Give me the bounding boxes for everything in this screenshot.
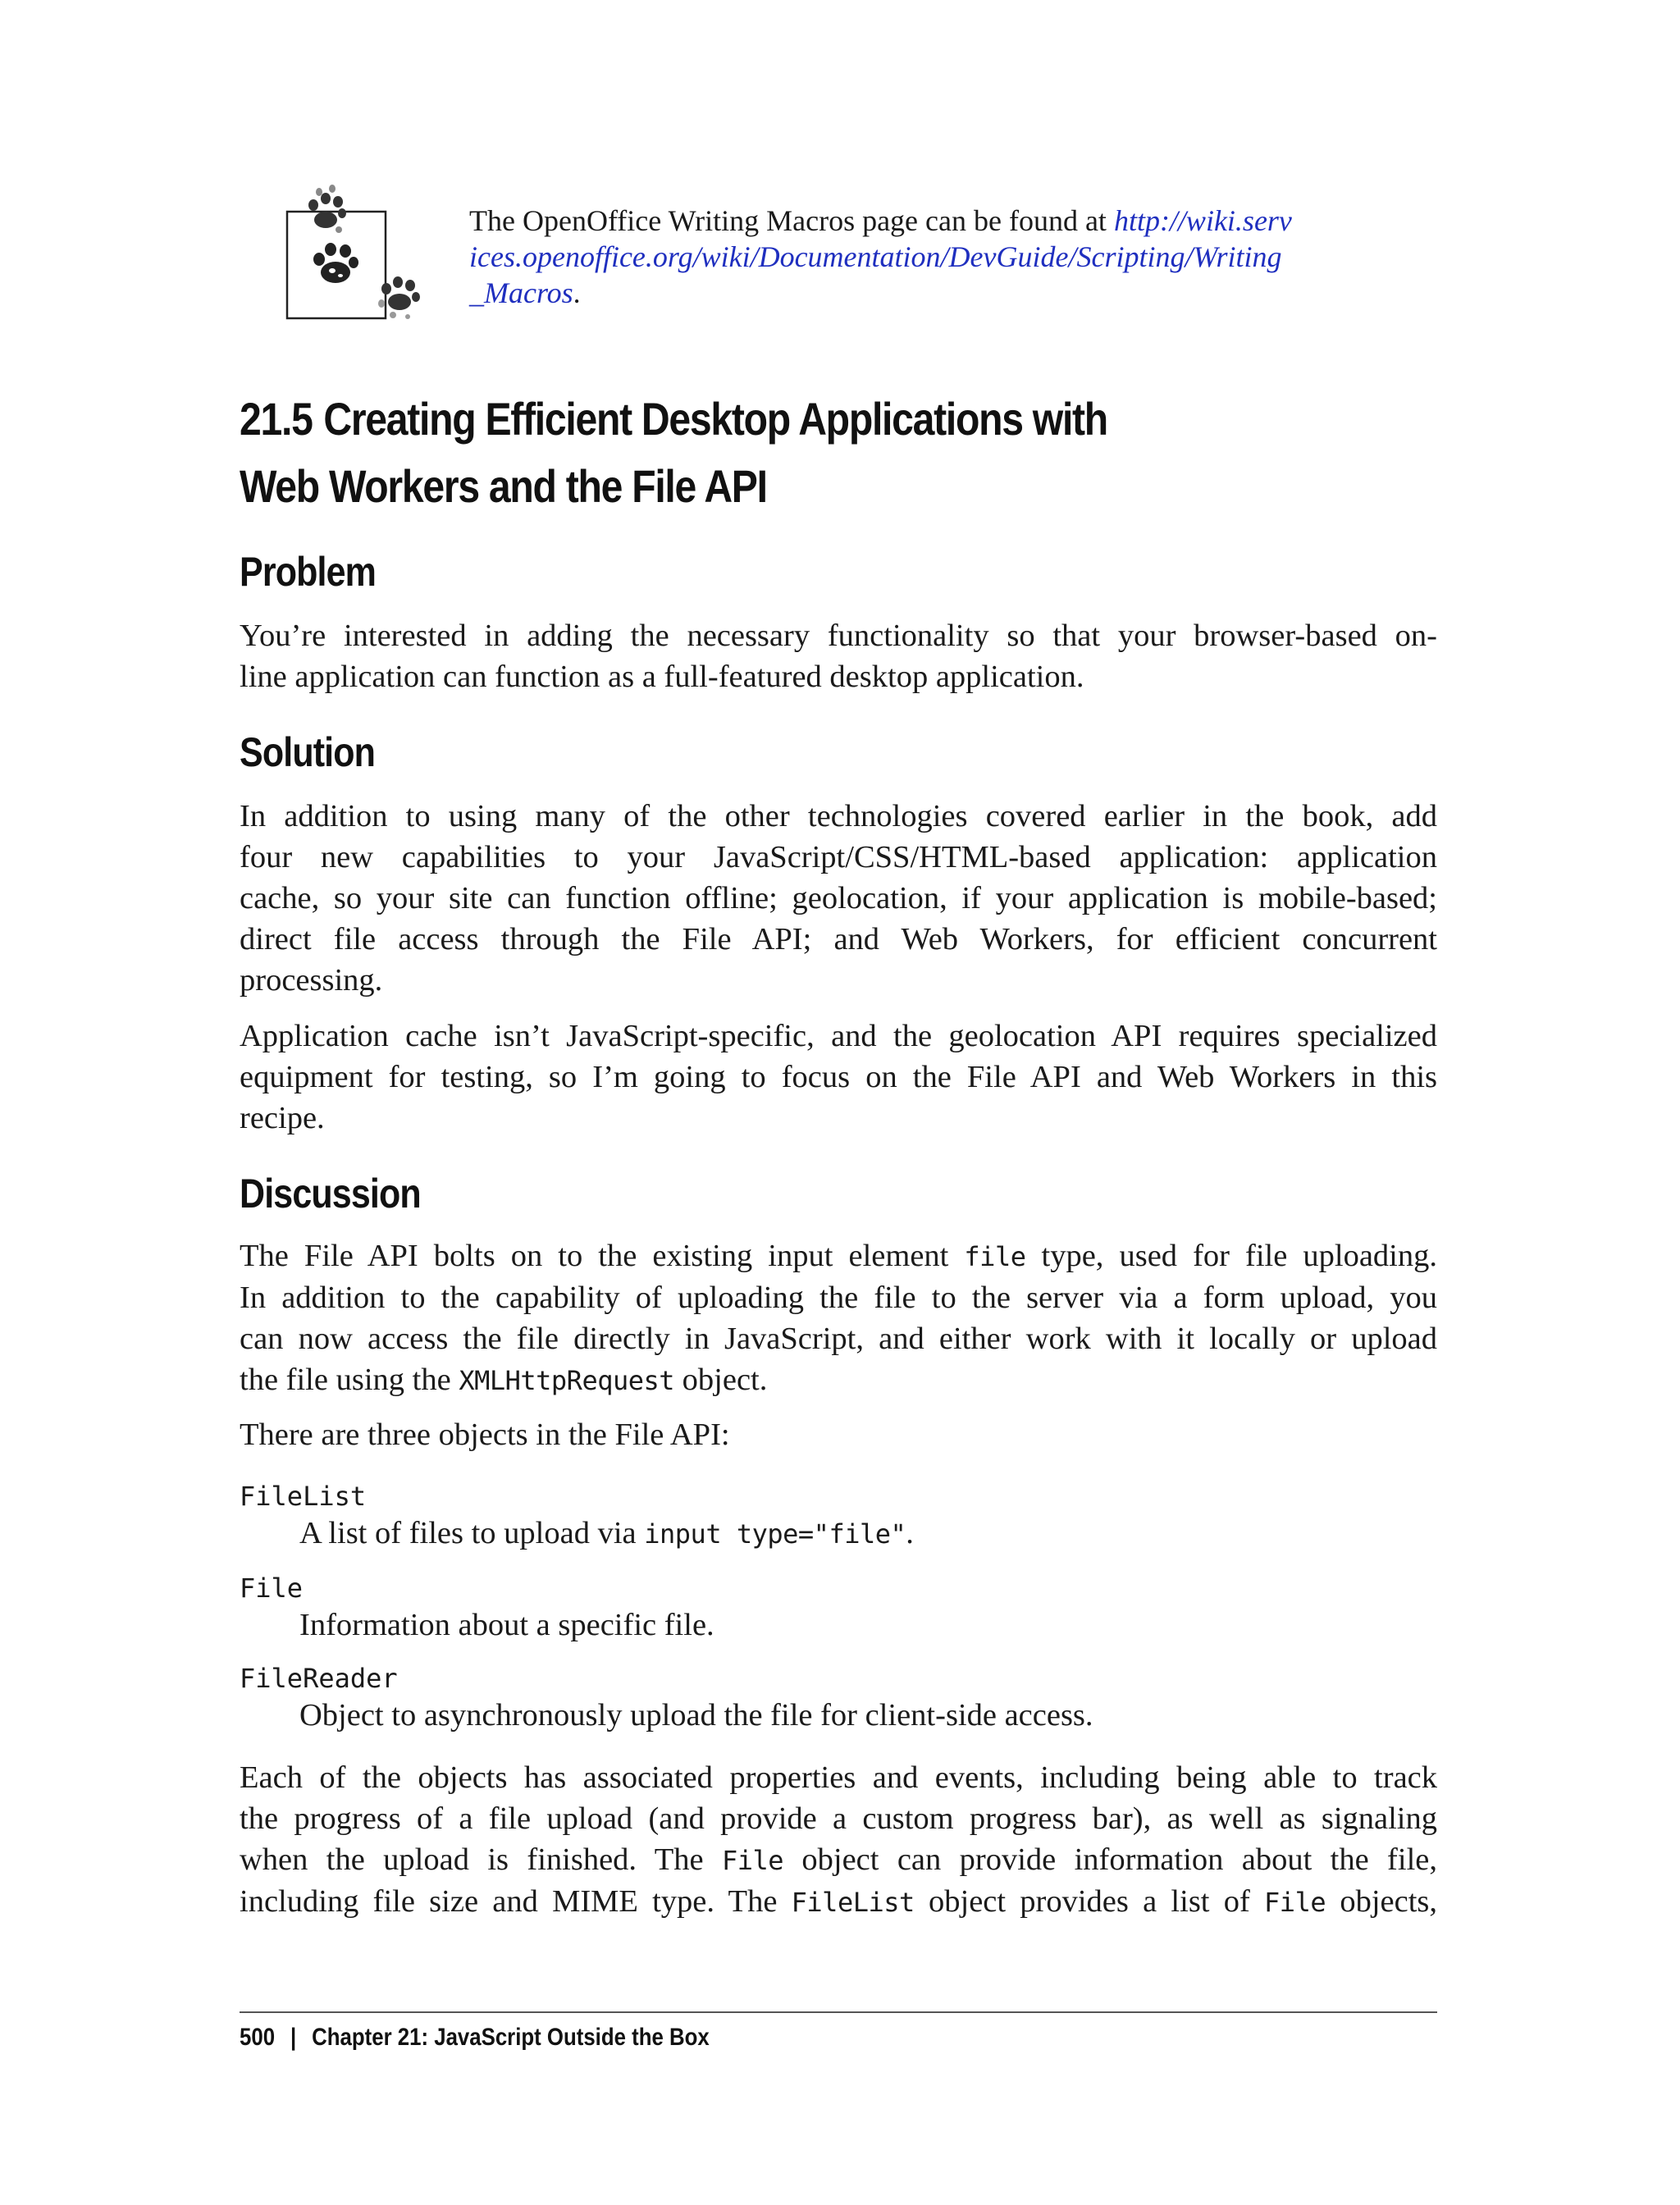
note-link-part1[interactable]: http://wiki.serv bbox=[1113, 204, 1292, 237]
problem-line: line application can function as a full-featured desktop application. bbox=[240, 660, 1084, 694]
note-link-part3[interactable]: _Macros bbox=[469, 276, 573, 309]
inline-code: FileList bbox=[791, 1887, 915, 1918]
problem-paragraph bbox=[240, 615, 1437, 697]
solution-line: equipment for testing, so I’m going to focus on the File API and Web Workers in this bbox=[240, 1060, 1437, 1094]
note-text-before: The OpenOffice Writing Macros page can be found at bbox=[469, 204, 1114, 237]
solution-line: Application cache isn’t JavaScript-specific, and the geolocation API requires specialized bbox=[240, 1019, 1437, 1053]
section-title-line1 bbox=[240, 386, 1270, 453]
discussion-line: Each of the objects has associated properties and events, including being able to track bbox=[240, 1760, 1437, 1795]
page-footer bbox=[240, 2021, 710, 2054]
section-number: 21.5 bbox=[240, 393, 313, 445]
discussion-line: There are three objects in the File API: bbox=[240, 1418, 730, 1452]
page-number: 500 bbox=[240, 2024, 276, 2051]
discussion-paragraph-1 bbox=[240, 1235, 1437, 1401]
section-title-line2: Web Workers and the File API bbox=[240, 460, 767, 512]
discussion-line: The File API bolts on to the existing input element file type, used for file uploading. bbox=[240, 1239, 1437, 1273]
section-title-text1: Creating Efficient Desktop Applications with bbox=[323, 393, 1107, 445]
problem-heading: Problem bbox=[240, 549, 377, 595]
solution-line: cache, so your site can function offline; geolocation, if your application is mobile-based; bbox=[240, 881, 1437, 915]
tip-icon bbox=[285, 180, 424, 324]
solution-paragraph-1 bbox=[240, 796, 1437, 1001]
discussion-line: when the upload is finished. The File object can provide information about the file, bbox=[240, 1842, 1437, 1877]
term-file: File bbox=[240, 1573, 304, 1604]
solution-line: recipe. bbox=[240, 1101, 325, 1135]
solution-line: direct file access through the File API; and Web Workers, for efficient concurrent bbox=[240, 922, 1437, 956]
inline-code: File bbox=[1264, 1887, 1326, 1918]
solution-line: In addition to using many of the other technologies covered earlier in the book, add bbox=[240, 799, 1437, 833]
solution-line: processing. bbox=[240, 963, 383, 998]
problem-line: You’re interested in adding the necessary functionality so that your browser-based on- bbox=[240, 619, 1437, 653]
solution-line: four new capabilities to your JavaScript/CSS/HTML-based application: application bbox=[240, 840, 1437, 874]
discussion-paragraph-3 bbox=[240, 1757, 1437, 1923]
solution-heading: Solution bbox=[240, 729, 376, 775]
tip-note-text bbox=[469, 203, 1396, 311]
discussion-line: the progress of a file upload (and provide a custom progress bar), as well as signaling bbox=[240, 1801, 1437, 1836]
definition-filelist: A list of files to upload via input type="file". bbox=[299, 1516, 914, 1550]
discussion-line: including file size and MIME type. The FileList object provides a list of File objects, bbox=[240, 1884, 1437, 1919]
tip-note bbox=[285, 180, 1437, 328]
book-page bbox=[240, 0, 1437, 2205]
inline-code: XMLHttpRequest bbox=[459, 1365, 675, 1396]
footer-rule bbox=[240, 2011, 1437, 2013]
section-title bbox=[240, 386, 1270, 520]
chapter-title: Chapter 21: JavaScript Outside the Box bbox=[312, 2024, 710, 2051]
discussion-paragraph-2 bbox=[240, 1414, 1437, 1455]
term-filereader: FileReader bbox=[240, 1663, 398, 1694]
discussion-line: the file using the XMLHttpRequest object. bbox=[240, 1363, 768, 1397]
inline-code: File bbox=[721, 1845, 784, 1876]
note-text-after: . bbox=[573, 276, 581, 309]
definition-file: Information about a specific file. bbox=[299, 1608, 714, 1642]
inline-code: input type="file" bbox=[644, 1518, 906, 1550]
discussion-line: In addition to the capability of uploading the file to the server via a form upload, you bbox=[240, 1281, 1437, 1315]
discussion-heading: Discussion bbox=[240, 1171, 421, 1217]
footer-separator: | bbox=[290, 2024, 297, 2051]
solution-paragraph-2 bbox=[240, 1016, 1437, 1139]
definition-filereader: Object to asynchronously upload the file for client-side access. bbox=[299, 1698, 1093, 1732]
note-link-part2[interactable]: ices.openoffice.org/wiki/Documentation/DevGuide/Scripting/Writing bbox=[469, 240, 1282, 273]
inline-code: file bbox=[964, 1241, 1026, 1272]
term-filelist: FileList bbox=[240, 1481, 367, 1512]
discussion-line: can now access the file directly in JavaScript, and either work with it locally or upload bbox=[240, 1322, 1437, 1356]
